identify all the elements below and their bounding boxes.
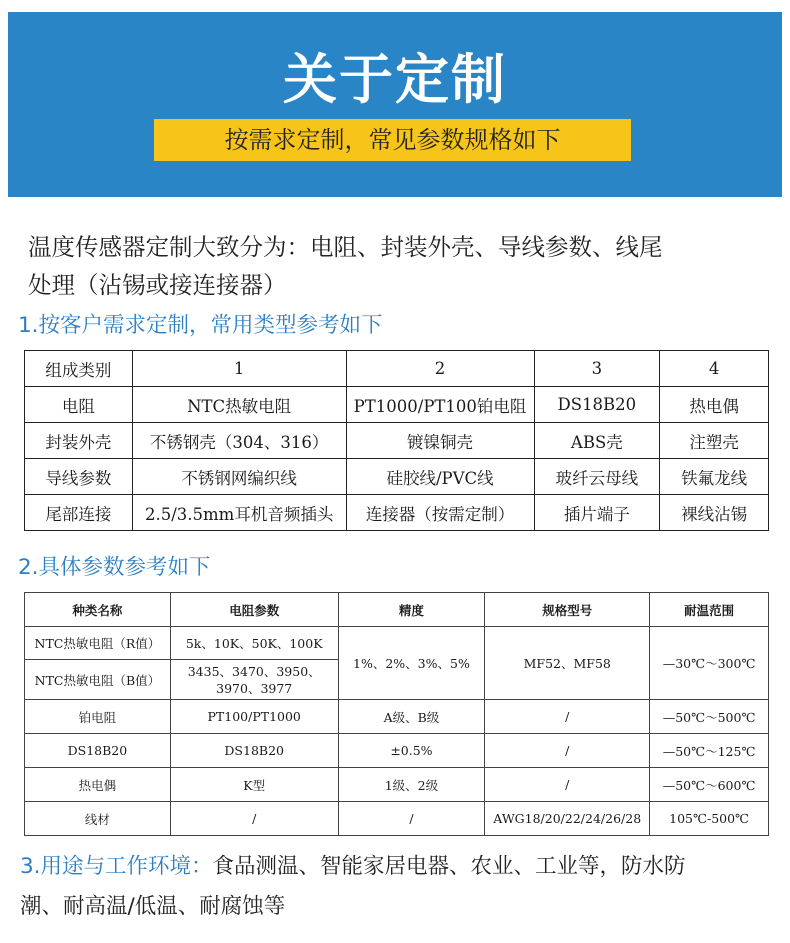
table-cell: —50℃～125℃	[650, 734, 769, 768]
table-header-row	[25, 351, 769, 387]
table-cell: ABS壳	[534, 423, 660, 459]
table-cell: /	[485, 700, 650, 734]
table-cell: 不锈钢网编织线	[132, 459, 346, 495]
table-cell: 硅胶线/PVC线	[346, 459, 534, 495]
table-row	[25, 387, 769, 423]
table-cell: /	[170, 802, 338, 836]
table-cell: 1%、2%、3%、5%	[338, 627, 485, 700]
header-banner	[8, 12, 782, 197]
table-cell: A级、B级	[338, 700, 485, 734]
table-cell: —50℃～500℃	[650, 700, 769, 734]
table-header-cell: 1	[132, 351, 346, 387]
parameters-table	[24, 592, 769, 836]
table-cell: /	[485, 768, 650, 802]
row-category: 电阻	[25, 387, 133, 423]
table-cell: 热电偶	[660, 387, 769, 423]
table-cell: 线材	[25, 802, 171, 836]
table-header-row	[25, 593, 769, 627]
table-cell: NTC热敏电阻（R值）	[25, 627, 171, 660]
table-cell: 不锈钢壳（304、316）	[132, 423, 346, 459]
table-cell: DS18B20	[25, 734, 171, 768]
table-row	[25, 459, 769, 495]
table-cell: 3435、3470、3950、3970、3977	[170, 660, 338, 700]
table-cell: /	[485, 734, 650, 768]
table-header-cell: 种类名称	[25, 593, 171, 627]
table-row	[25, 423, 769, 459]
table-cell: 插片端子	[534, 495, 660, 531]
table-cell: ±0.5%	[338, 734, 485, 768]
table-cell: 5k、10K、50K、100K	[170, 627, 338, 660]
table-cell: 铂电阻	[25, 700, 171, 734]
table-cell: —50℃～600℃	[650, 768, 769, 802]
table-cell: 105℃-500℃	[650, 802, 769, 836]
row-category: 导线参数	[25, 459, 133, 495]
table-header-cell: 3	[534, 351, 660, 387]
usage-text-1: 食品测温、智能家居电器、农业、工业等，防水防	[212, 854, 686, 879]
table-header-cell: 耐温范围	[650, 593, 769, 627]
intro-text	[28, 228, 780, 304]
table-row	[25, 768, 769, 802]
table-cell: /	[338, 802, 485, 836]
table-cell: 连接器（按需定制）	[346, 495, 534, 531]
table-header-cell: 规格型号	[485, 593, 650, 627]
table-cell: —30℃～300℃	[650, 627, 769, 700]
table-header-cell: 组成类别	[25, 351, 133, 387]
table-row	[25, 627, 769, 660]
usage-lead: 3.用途与工作环境：	[20, 854, 213, 879]
usage-line-1	[20, 847, 780, 887]
section2-heading: 2.具体参数参考如下	[18, 555, 211, 580]
table-cell: DS18B20	[534, 387, 660, 423]
table-header-cell: 2	[346, 351, 534, 387]
intro-line-1: 温度传感器定制大致分为：电阻、封装外壳、导线参数、线尾	[28, 233, 663, 261]
custom-types-table	[24, 350, 769, 531]
banner-title: 关于定制	[283, 48, 507, 111]
table-cell: K型	[170, 768, 338, 802]
table-cell: 铁氟龙线	[660, 459, 769, 495]
usage-section	[20, 847, 780, 927]
table-row	[25, 495, 769, 531]
table-row	[25, 734, 769, 768]
usage-line-2: 潮、耐高温/低温、耐腐蚀等	[20, 894, 286, 919]
table-cell: 1级、2级	[338, 768, 485, 802]
table-cell: 裸线沾锡	[660, 495, 769, 531]
table-cell: DS18B20	[170, 734, 338, 768]
table-header-cell: 精度	[338, 593, 485, 627]
banner-subtitle: 按需求定制，常见参数规格如下	[154, 119, 631, 161]
table-cell: 2.5/3.5mm耳机音频插头	[132, 495, 346, 531]
intro-line-2: 处理（沾锡或接连接器）	[28, 271, 287, 299]
table-header-cell: 电阻参数	[170, 593, 338, 627]
table-cell: 镀镍铜壳	[346, 423, 534, 459]
table-cell: PT1000/PT100铂电阻	[346, 387, 534, 423]
table-cell: PT100/PT1000	[170, 700, 338, 734]
table-header-cell: 4	[660, 351, 769, 387]
table-cell: 注塑壳	[660, 423, 769, 459]
row-category: 尾部连接	[25, 495, 133, 531]
row-category: 封装外壳	[25, 423, 133, 459]
table-cell: 热电偶	[25, 768, 171, 802]
table-row	[25, 700, 769, 734]
table-cell: 玻纤云母线	[534, 459, 660, 495]
table-cell: NTC热敏电阻	[132, 387, 346, 423]
table-cell: AWG18/20/22/24/26/28	[485, 802, 650, 836]
section1-heading: 1.按客户需求定制，常用类型参考如下	[18, 313, 383, 338]
table-cell: MF52、MF58	[485, 627, 650, 700]
table-row	[25, 802, 769, 836]
table-cell: NTC热敏电阻（B值）	[25, 660, 171, 700]
